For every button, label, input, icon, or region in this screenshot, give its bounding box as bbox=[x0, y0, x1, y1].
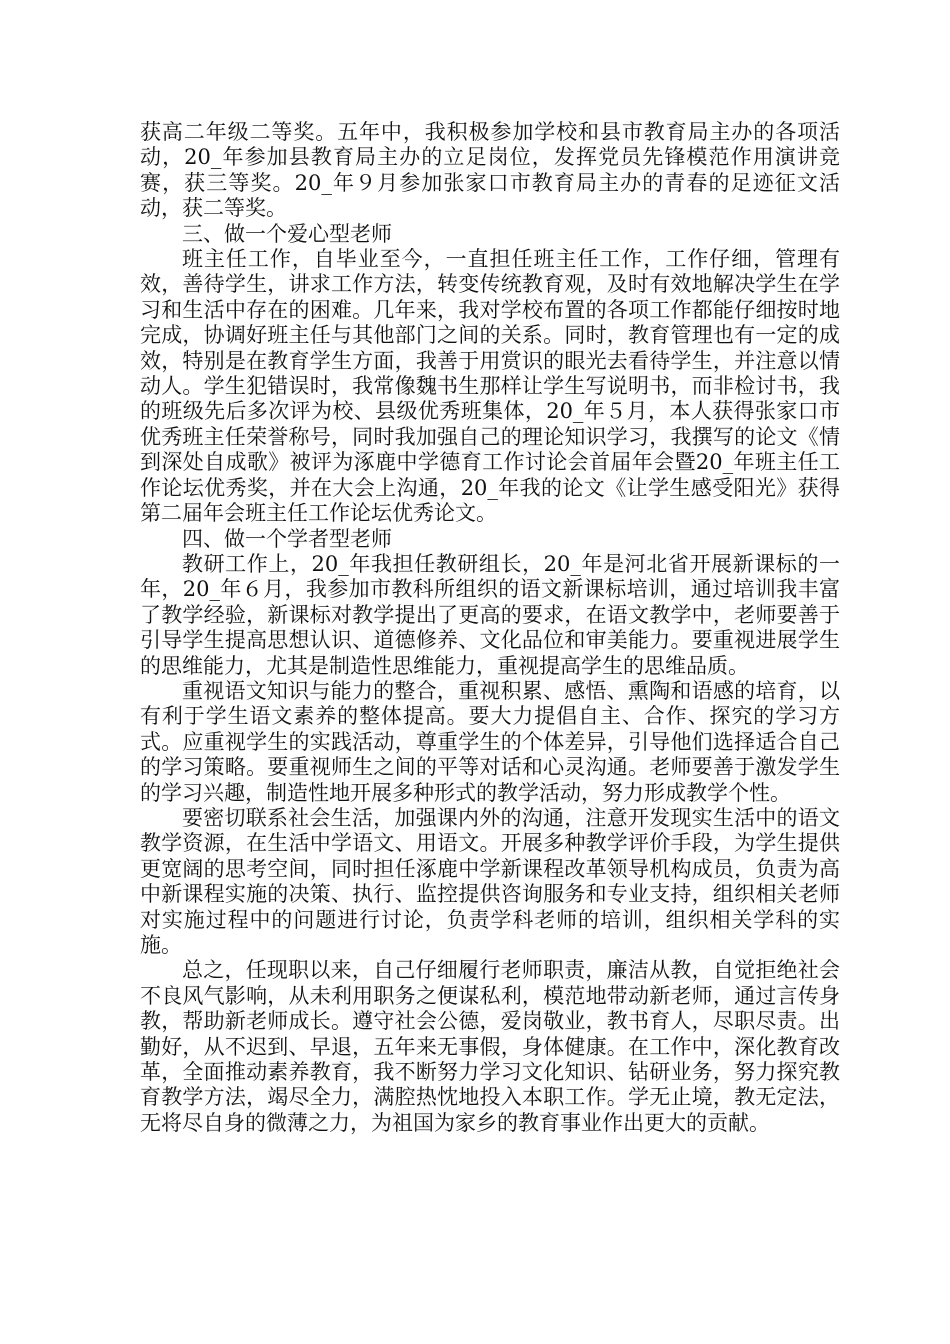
section-heading-caring-teacher: 三、做一个爱心型老师 bbox=[182, 221, 392, 246]
paragraph-summary: 总之，任现职以来，自己仔细履行老师职责，廉洁从教，自觉拒绝社会不良风气影响，从未利用职务之便谋私利，模范地带动新老师，通过言传身教，帮助新老师成长。遵守社会公德，爱岗敬业，教书育人，尽职尽责。出勤好，从不迟到、早退，五年来无事假，身体健康。在工作中，深化教育改革，全面推动素养教育，我不断努力学习文化知识、钻研业务，努力探究教育教学方法，竭尽全力，满腔热忱地投入本职工作。学无止境，教无定法，无将尽自身的微薄之力，为祖国为家乡的教育事业作出更大的贡献。 bbox=[140, 958, 840, 1135]
document-page bbox=[140, 120, 840, 1136]
paragraph-social-life: 要密切联系社会生活，加强课内外的沟通，注意开发现实生活中的语文教学资源，在生活中学语文、用语文。开展多种教学评价手段，为学生提供更宽阔的思考空间，同时担任涿鹿中学新课程改革领导机构成员，负责为高中新课程实施的决策、执行、监控提供咨询服务和专业支持，组织相关老师对实施过程中的问题进行讨论，负责学科老师的培训，组织相关学科的实施。 bbox=[140, 805, 840, 957]
paragraph-awards-continued: 获高二年级二等奖。五年中，我积极参加学校和县市教育局主办的各项活动，20_年参加县教育局主办的立足岗位，发挥党员先锋模范作用演讲竞赛，获三等奖。20_年９月参加张家口市教育局主办的青春的足迹征文活动，获二等奖。 bbox=[140, 120, 840, 221]
paragraph-language-integration: 重视语文知识与能力的整合，重视积累、感悟、熏陶和语感的培育，以有利于学生语文素养的整体提高。要大力提倡自主、合作、探究的学习方式。应重视学生的实践活动，尊重学生的个体差异，引导他们选择适合自己的学习策略。要重视师生之间的平等对话和心灵沟通。老师要善于激发学生的学习兴趣，制造性地开展多种形式的教学活动，努力形成教学个性。 bbox=[140, 678, 840, 805]
paragraph-class-teacher-work: 班主任工作，自毕业至今，一直担任班主任工作，工作仔细，管理有效，善待学生，讲求工作方法，转变传统教育观，及时有效地解决学生在学习和生活中存在的困难。几年来，我对学校布置的各项工作都能仔细按时地完成，协调好班主任与其他部门之间的关系。同时，教育管理也有一定的成效，特别是在教育学生方面，我善于用赏识的眼光去看待学生，并注意以情动人。学生犯错误时，我常像魏书生那样让学生写说明书，而非检讨书，我的班级先后多次评为校、县级优秀班集体，20_年５月，本人获得张家口市优秀班主任荣誉称号，同时我加强自己的理论知识学习，我撰写的论文《情到深处自成歌》被评为涿鹿中学德育工作讨论会首届年会暨20_年班主任工作论坛优秀奖，并在大会上沟通，20_年我的论文《让学生感受阳光》获得第二届年会班主任工作论坛优秀论文。 bbox=[140, 247, 840, 526]
paragraph-teaching-research: 教研工作上，20_年我担任教研组长，20_年是河北省开展新课标的一年，20_年６月，我参加市教科所组织的语文新课标培训，通过培训我丰富了教学经验，新课标对教学提出了更高的要求，在语文教学中，老师要善于引导学生提高思想认识、道德修养、文化品位和审美能力。要重视进展学生的思维能力，尤其是制造性思维能力，重视提高学生的思维品质。 bbox=[140, 551, 840, 678]
section-heading-scholar-teacher: 四、做一个学者型老师 bbox=[182, 526, 392, 551]
